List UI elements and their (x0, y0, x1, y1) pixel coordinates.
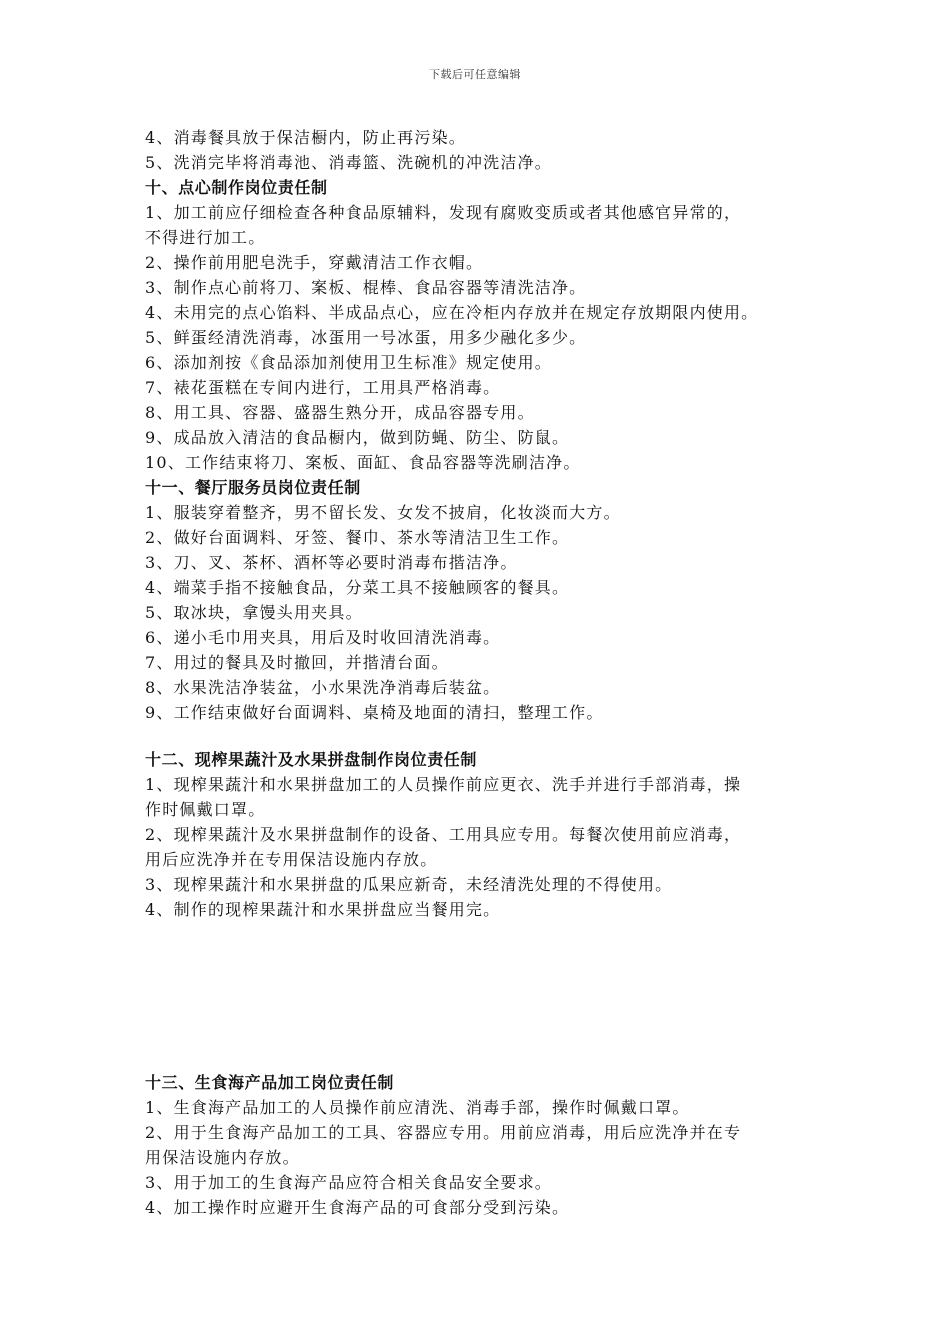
continuation-block (145, 125, 825, 175)
text-line: 1、服装穿着整齐，男不留长发、女发不披肩，化妆淡而大方。 (145, 503, 621, 522)
section-12 (145, 747, 825, 922)
section-heading: 十三、生食海产品加工岗位责任制 (145, 1073, 395, 1092)
section-heading: 十一、餐厅服务员岗位责任制 (145, 478, 361, 497)
text-line: 5、取冰块，拿馒头用夹具。 (145, 603, 363, 622)
text-line: 1、加工前应仔细检查各种食品原辅料，发现有腐败变质或者其他感官异常的， (145, 203, 742, 222)
section-11 (145, 475, 825, 725)
section-heading: 十、点心制作岗位责任制 (145, 178, 328, 197)
text-line: 10、工作结束将刀、案板、面缸、食品容器等洗刷洁净。 (145, 453, 581, 472)
section-heading: 十二、现榨果蔬汁及水果拼盘制作岗位责任制 (145, 750, 478, 769)
text-line: 9、工作结束做好台面调料、桌椅及地面的清扫，整理工作。 (145, 703, 604, 722)
text-line: 4、端菜手指不接触食品，分菜工具不接触顾客的餐具。 (145, 578, 570, 597)
text-line: 作时佩戴口罩。 (145, 800, 266, 819)
text-line: 3、制作点心前将刀、案板、棍棒、食品容器等清洗洁净。 (145, 278, 587, 297)
text-line: 1、生食海产品加工的人员操作前应清洗、消毒手部，操作时佩戴口罩。 (145, 1098, 690, 1117)
text-line: 8、水果洗洁净装盆，小水果洗净消毒后装盆。 (145, 678, 501, 697)
text-line: 3、现榨果蔬汁和水果拼盘的瓜果应新奇，未经清洗处理的不得使用。 (145, 875, 673, 894)
text-line: 4、加工操作时应避开生食海产品的可食部分受到污染。 (145, 1198, 570, 1217)
text-line: 6、递小毛巾用夹具，用后及时收回清洗消毒。 (145, 628, 501, 647)
text-line: 4、消毒餐具放于保洁橱内，防止再污染。 (145, 128, 466, 147)
text-line: 9、成品放入清洁的食品橱内，做到防蝇、防尘、防鼠。 (145, 428, 570, 447)
text-line: 2、操作前用肥皂洗手，穿戴清洁工作衣帽。 (145, 253, 484, 272)
text-line: 8、用工具、容器、盛器生熟分开，成品容器专用。 (145, 403, 535, 422)
text-line: 2、用于生食海产品加工的工具、容器应专用。用前应消毒，用后应洗净并在专 (145, 1123, 742, 1142)
text-line: 1、现榨果蔬汁和水果拼盘加工的人员操作前应更衣、洗手并进行手部消毒，操 (145, 775, 742, 794)
text-line: 7、裱花蛋糕在专间内进行，工用具严格消毒。 (145, 378, 501, 397)
text-line: 4、制作的现榨果蔬汁和水果拼盘应当餐用完。 (145, 900, 501, 919)
text-line: 不得进行加工。 (145, 228, 266, 247)
text-line: 5、鲜蛋经清洗消毒，冰蛋用一号冰蛋，用多少融化多少。 (145, 328, 587, 347)
text-line: 6、添加剂按《食品添加剂使用卫生标准》规定使用。 (145, 353, 552, 372)
text-line: 4、未用完的点心馅料、半成品点心，应在冷柜内存放并在规定存放期限内使用。 (145, 303, 759, 322)
text-line: 2、现榨果蔬汁及水果拼盘制作的设备、工用具应专用。每餐次使用前应消毒， (145, 825, 742, 844)
text-line: 用保洁设施内存放。 (145, 1148, 300, 1167)
text-line: 用后应洗净并在专用保洁设施内存放。 (145, 850, 438, 869)
text-line: 2、做好台面调料、牙签、餐巾、茶水等清洁卫生工作。 (145, 528, 570, 547)
text-line: 3、刀、叉、茶杯、酒杯等必要时消毒布揩洁净。 (145, 553, 518, 572)
section-10 (145, 175, 825, 475)
page-header: 下载后可任意编辑 (429, 68, 521, 81)
text-line: 5、洗消完毕将消毒池、消毒篮、洗碗机的冲洗洁净。 (145, 153, 552, 172)
section-13 (145, 1070, 825, 1220)
text-line: 3、用于加工的生食海产品应符合相关食品安全要求。 (145, 1173, 552, 1192)
text-line: 7、用过的餐具及时撤回，并揩清台面。 (145, 653, 449, 672)
